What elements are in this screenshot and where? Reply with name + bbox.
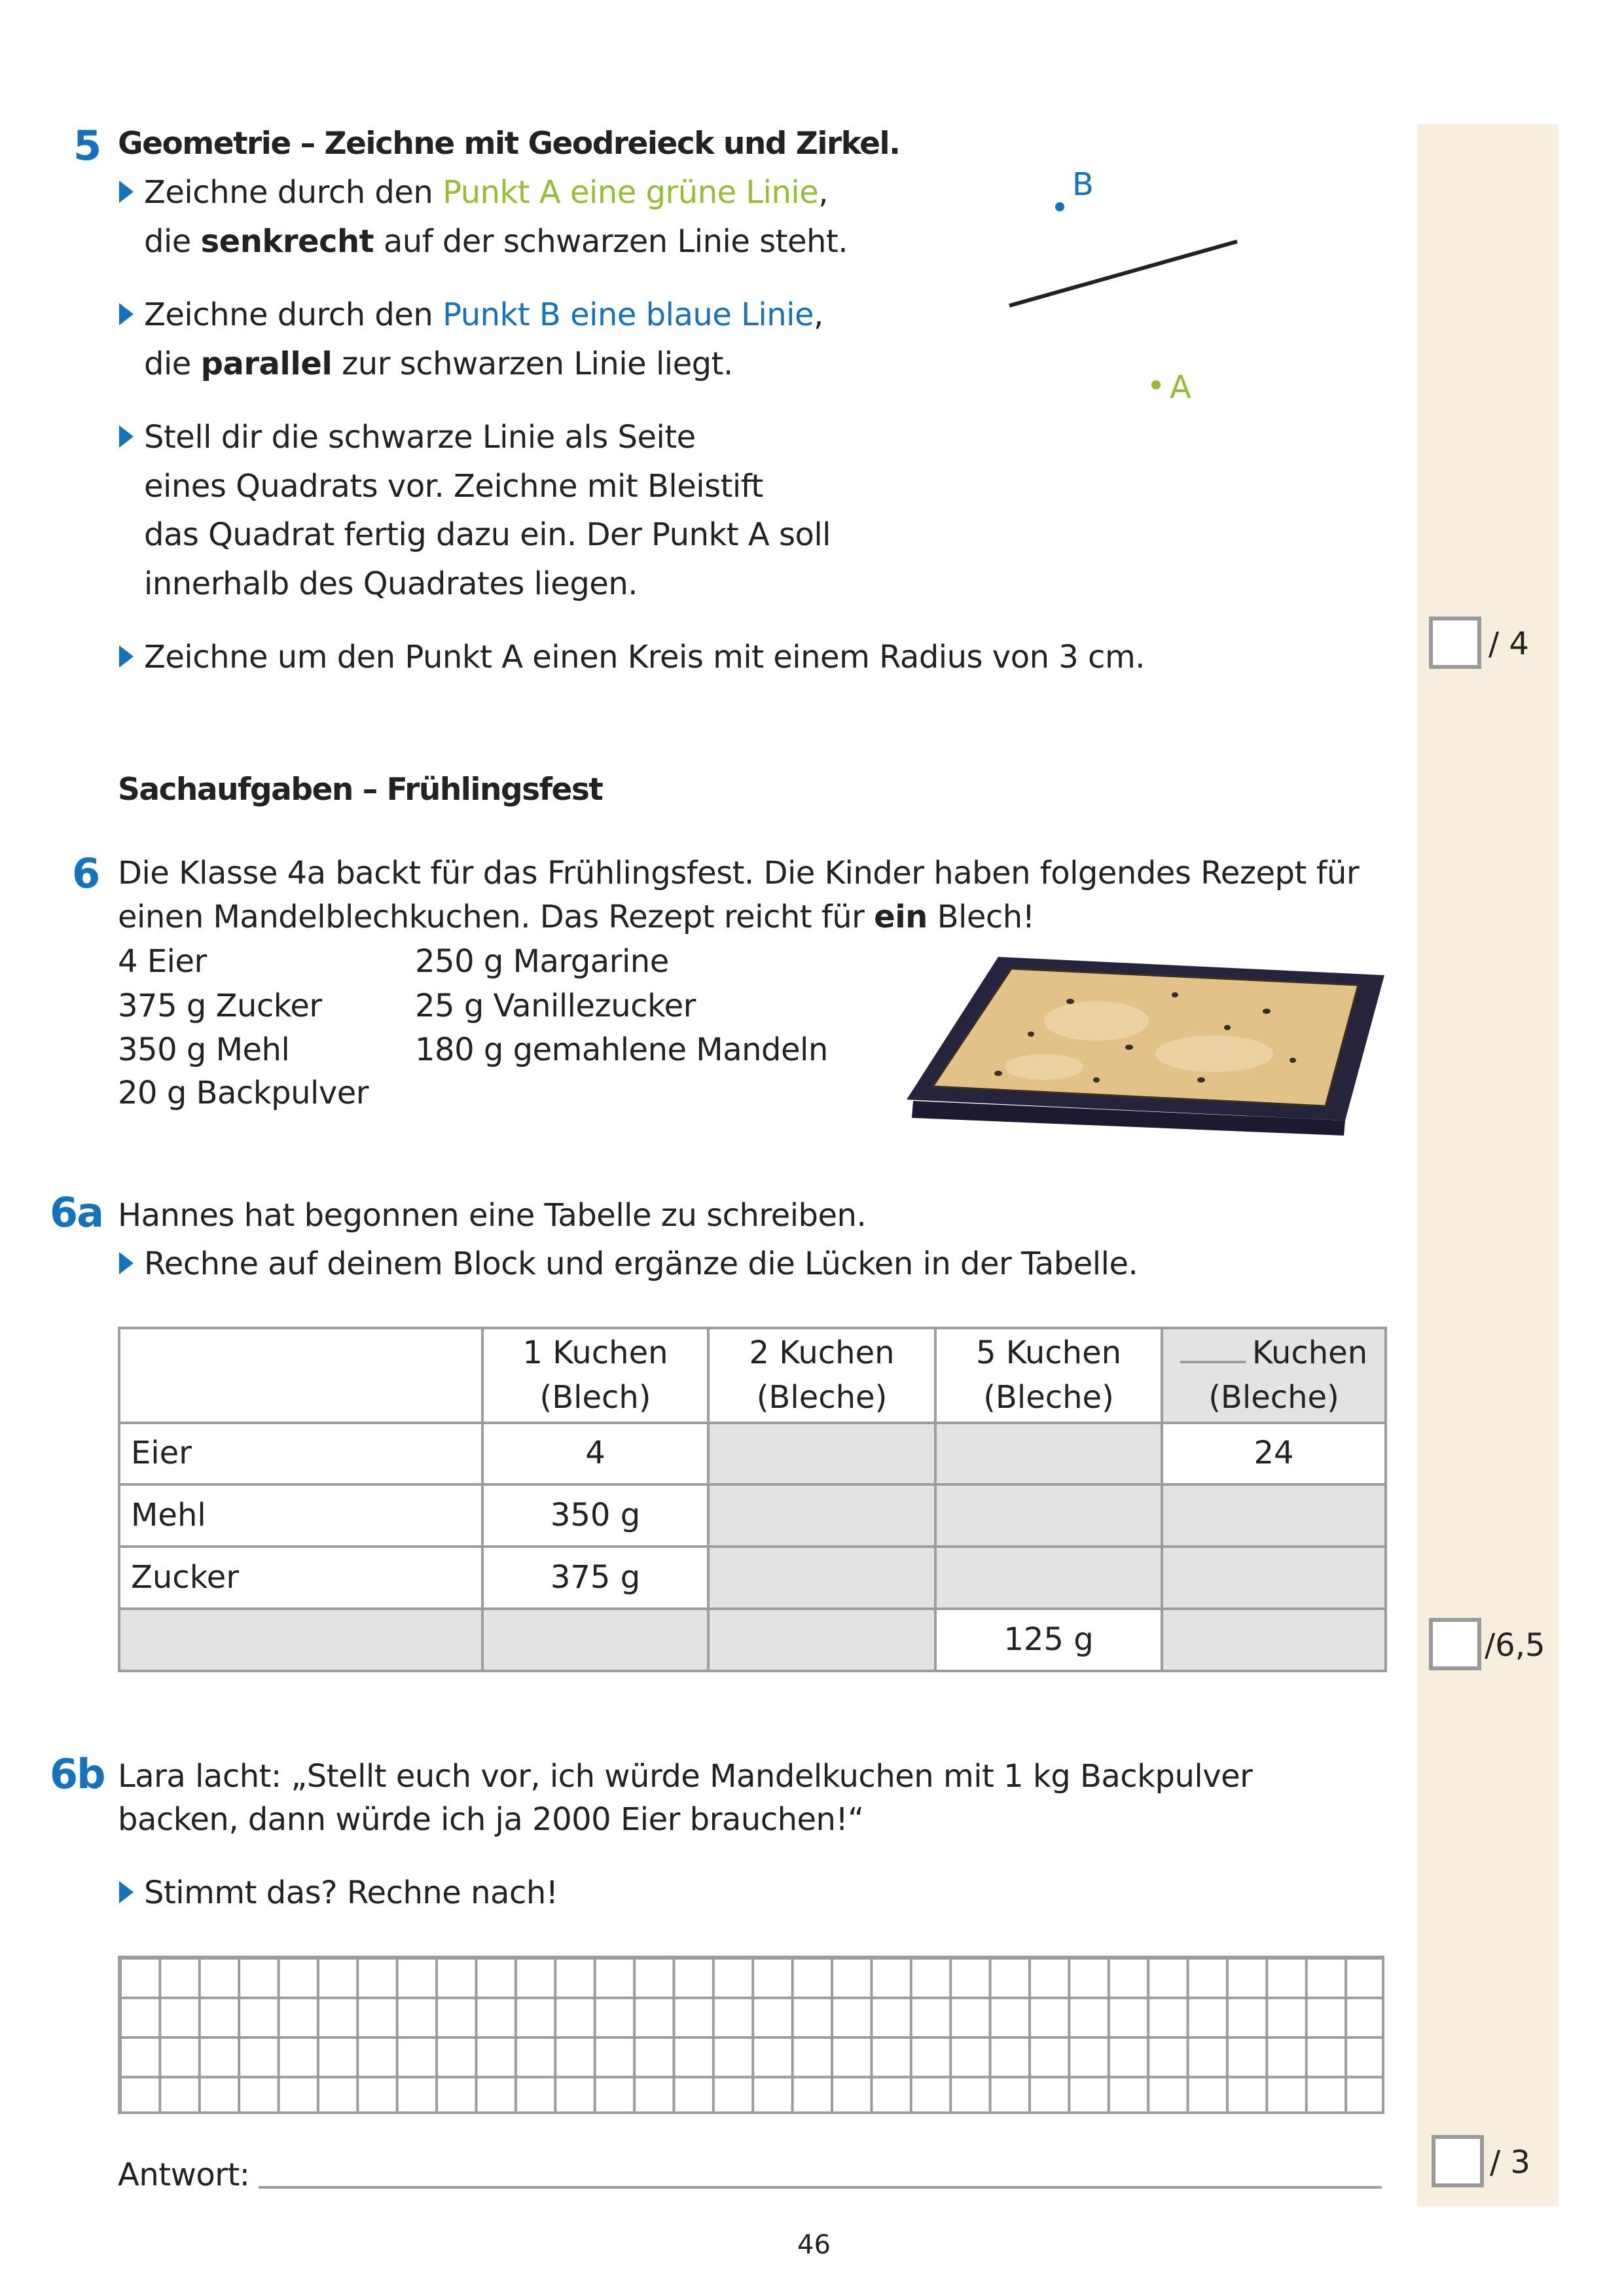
task-5-bullet-4: Zeichne um den Punkt A einen Kreis mit einem Radius von 3 cm. — [144, 639, 1145, 675]
task-6a-line-1: Hannes hat begonnen eine Tabelle zu schreiben. — [118, 1197, 867, 1234]
score-max-task-5: / 4 — [1489, 626, 1529, 662]
task-6-number: 6 — [72, 850, 99, 897]
cell-value: 375 g — [482, 1547, 708, 1609]
score-sidebar — [1417, 124, 1559, 2206]
task-6b-number: 6b — [50, 1750, 105, 1798]
table-header-5-kuchen: 5 Kuchen (Bleche) — [935, 1328, 1162, 1423]
table-row — [119, 1609, 1386, 1671]
cell-input[interactable] — [1162, 1609, 1386, 1671]
recipe-item: 180 g gemahlene Mandeln — [415, 1031, 828, 1068]
green-line-instruction: Punkt A eine grüne Linie — [442, 174, 819, 211]
table-header-row — [119, 1328, 1386, 1423]
recipe-item: 4 Eier — [118, 943, 207, 980]
blue-line-instruction: Punkt B eine blaue Linie — [442, 296, 814, 333]
task-6b-line-1: Lara lacht: „Stellt euch vor, ich würde Mandelkuchen mit 1 kg Backpulver — [118, 1758, 1253, 1795]
cell-value: 24 — [1162, 1423, 1386, 1484]
point-b-label: B — [1072, 166, 1094, 203]
task-6b-bullet: Stimmt das? Rechne nach! — [144, 1874, 558, 1911]
task-5-bullet-3-line-3: das Quadrat fertig dazu ein. Der Punkt A soll — [144, 516, 831, 553]
point-b-dot — [1055, 202, 1064, 211]
cell-input[interactable] — [1162, 1484, 1386, 1547]
cell-input[interactable] — [935, 1423, 1162, 1484]
cell-value: 350 g — [482, 1484, 708, 1547]
bullet-arrow-icon — [119, 645, 134, 668]
cell-input[interactable] — [708, 1423, 935, 1484]
task-6-intro-line-1: Die Klasse 4a backt für das Frühlingsfest. Die Kinder haben folgendes Rezept für — [118, 855, 1360, 891]
bullet-arrow-icon — [119, 303, 134, 325]
score-box-task-6b[interactable] — [1432, 2135, 1484, 2187]
score-max-task-6a: /6,5 — [1485, 1627, 1545, 1664]
cell-input[interactable] — [708, 1484, 935, 1547]
cell-value: 4 — [482, 1423, 708, 1484]
score-max-task-6b: / 3 — [1490, 2144, 1530, 2181]
score-box-task-6a[interactable] — [1429, 1618, 1481, 1670]
cell-input[interactable] — [708, 1547, 935, 1609]
task-5-title: Geometrie – Zeichne mit Geodreieck und Zirkel. — [118, 126, 900, 162]
bullet-arrow-icon — [119, 181, 134, 203]
task-6-intro-line-2: einen Mandelblechkuchen. Das Rezept reicht für ein Blech! — [118, 899, 1035, 935]
bullet-arrow-icon — [119, 1881, 134, 1903]
table-header-2-kuchen: 2 Kuchen (Bleche) — [708, 1328, 935, 1423]
table-row — [119, 1547, 1386, 1609]
cell-input[interactable] — [708, 1609, 935, 1671]
task-5-bullet-3-line-2: eines Quadrats vor. Zeichne mit Bleistift — [144, 468, 763, 505]
score-box-task-5[interactable] — [1429, 617, 1481, 669]
geometry-figure[interactable] — [982, 157, 1283, 419]
bullet-arrow-icon — [119, 425, 134, 448]
task-5-bullet-2-line-2: die parallel zur schwarzen Linie liegt. — [144, 346, 733, 382]
row-label-zucker: Zucker — [119, 1547, 482, 1609]
table-header-empty — [119, 1328, 482, 1423]
point-a-dot — [1151, 380, 1161, 389]
section-heading: Sachaufgaben – Frühlingsfest — [118, 772, 603, 808]
cell-input[interactable] — [935, 1484, 1162, 1547]
calculation-grid[interactable] — [118, 1956, 1384, 2114]
recipe-item: 25 g Vanillezucker — [415, 988, 696, 1024]
task-5-bullet-1-line-1: Zeichne durch den Punkt A eine grüne Linie, — [144, 174, 829, 211]
table-header-1-kuchen: 1 Kuchen (Blech) — [482, 1328, 708, 1423]
task-5-bullet-3-line-1: Stell dir die schwarze Linie als Seite — [144, 419, 696, 456]
cell-input[interactable] — [935, 1547, 1162, 1609]
point-a-label: A — [1170, 369, 1191, 406]
recipe-item: 250 g Margarine — [415, 943, 669, 980]
task-6b-line-2: backen, dann würde ich ja 2000 Eier brauchen!“ — [118, 1801, 864, 1838]
recipe-item: 375 g Zucker — [118, 988, 322, 1024]
recipe-scaling-table — [118, 1327, 1387, 1672]
black-line-segment — [1009, 242, 1237, 306]
cell-input[interactable] — [482, 1609, 708, 1671]
blank-count-field[interactable] — [1180, 1335, 1246, 1363]
row-label-eier: Eier — [119, 1423, 482, 1484]
cell-input[interactable] — [1162, 1547, 1386, 1609]
recipe-item: 20 g Backpulver — [118, 1075, 369, 1111]
task-5-bullet-3-line-4: innerhalb des Quadrates liegen. — [144, 565, 638, 602]
answer-label: Antwort: — [118, 2157, 250, 2193]
task-5-bullet-1-line-2: die senkrecht auf der schwarzen Linie steht. — [144, 223, 848, 260]
row-label-mehl: Mehl — [119, 1484, 482, 1547]
task-5-bullet-2-line-1: Zeichne durch den Punkt B eine blaue Linie, — [144, 296, 823, 333]
page-number: 46 — [797, 2230, 831, 2260]
recipe-item: 350 g Mehl — [118, 1031, 290, 1068]
table-header-blank-kuchen[interactable]: Kuchen (Bleche) — [1162, 1328, 1386, 1423]
table-row — [119, 1423, 1386, 1484]
almond-sheet-cake-illustration — [900, 949, 1388, 1139]
row-label-input[interactable] — [119, 1609, 482, 1671]
task-5-number: 5 — [73, 122, 101, 170]
answer-input-line[interactable] — [259, 2186, 1382, 2189]
task-6a-bullet: Rechne auf deinem Block und ergänze die Lücken in der Tabelle. — [144, 1246, 1138, 1282]
cell-value: 125 g — [935, 1609, 1162, 1671]
bullet-arrow-icon — [119, 1252, 134, 1274]
table-row — [119, 1484, 1386, 1547]
task-6a-number: 6a — [50, 1189, 103, 1236]
